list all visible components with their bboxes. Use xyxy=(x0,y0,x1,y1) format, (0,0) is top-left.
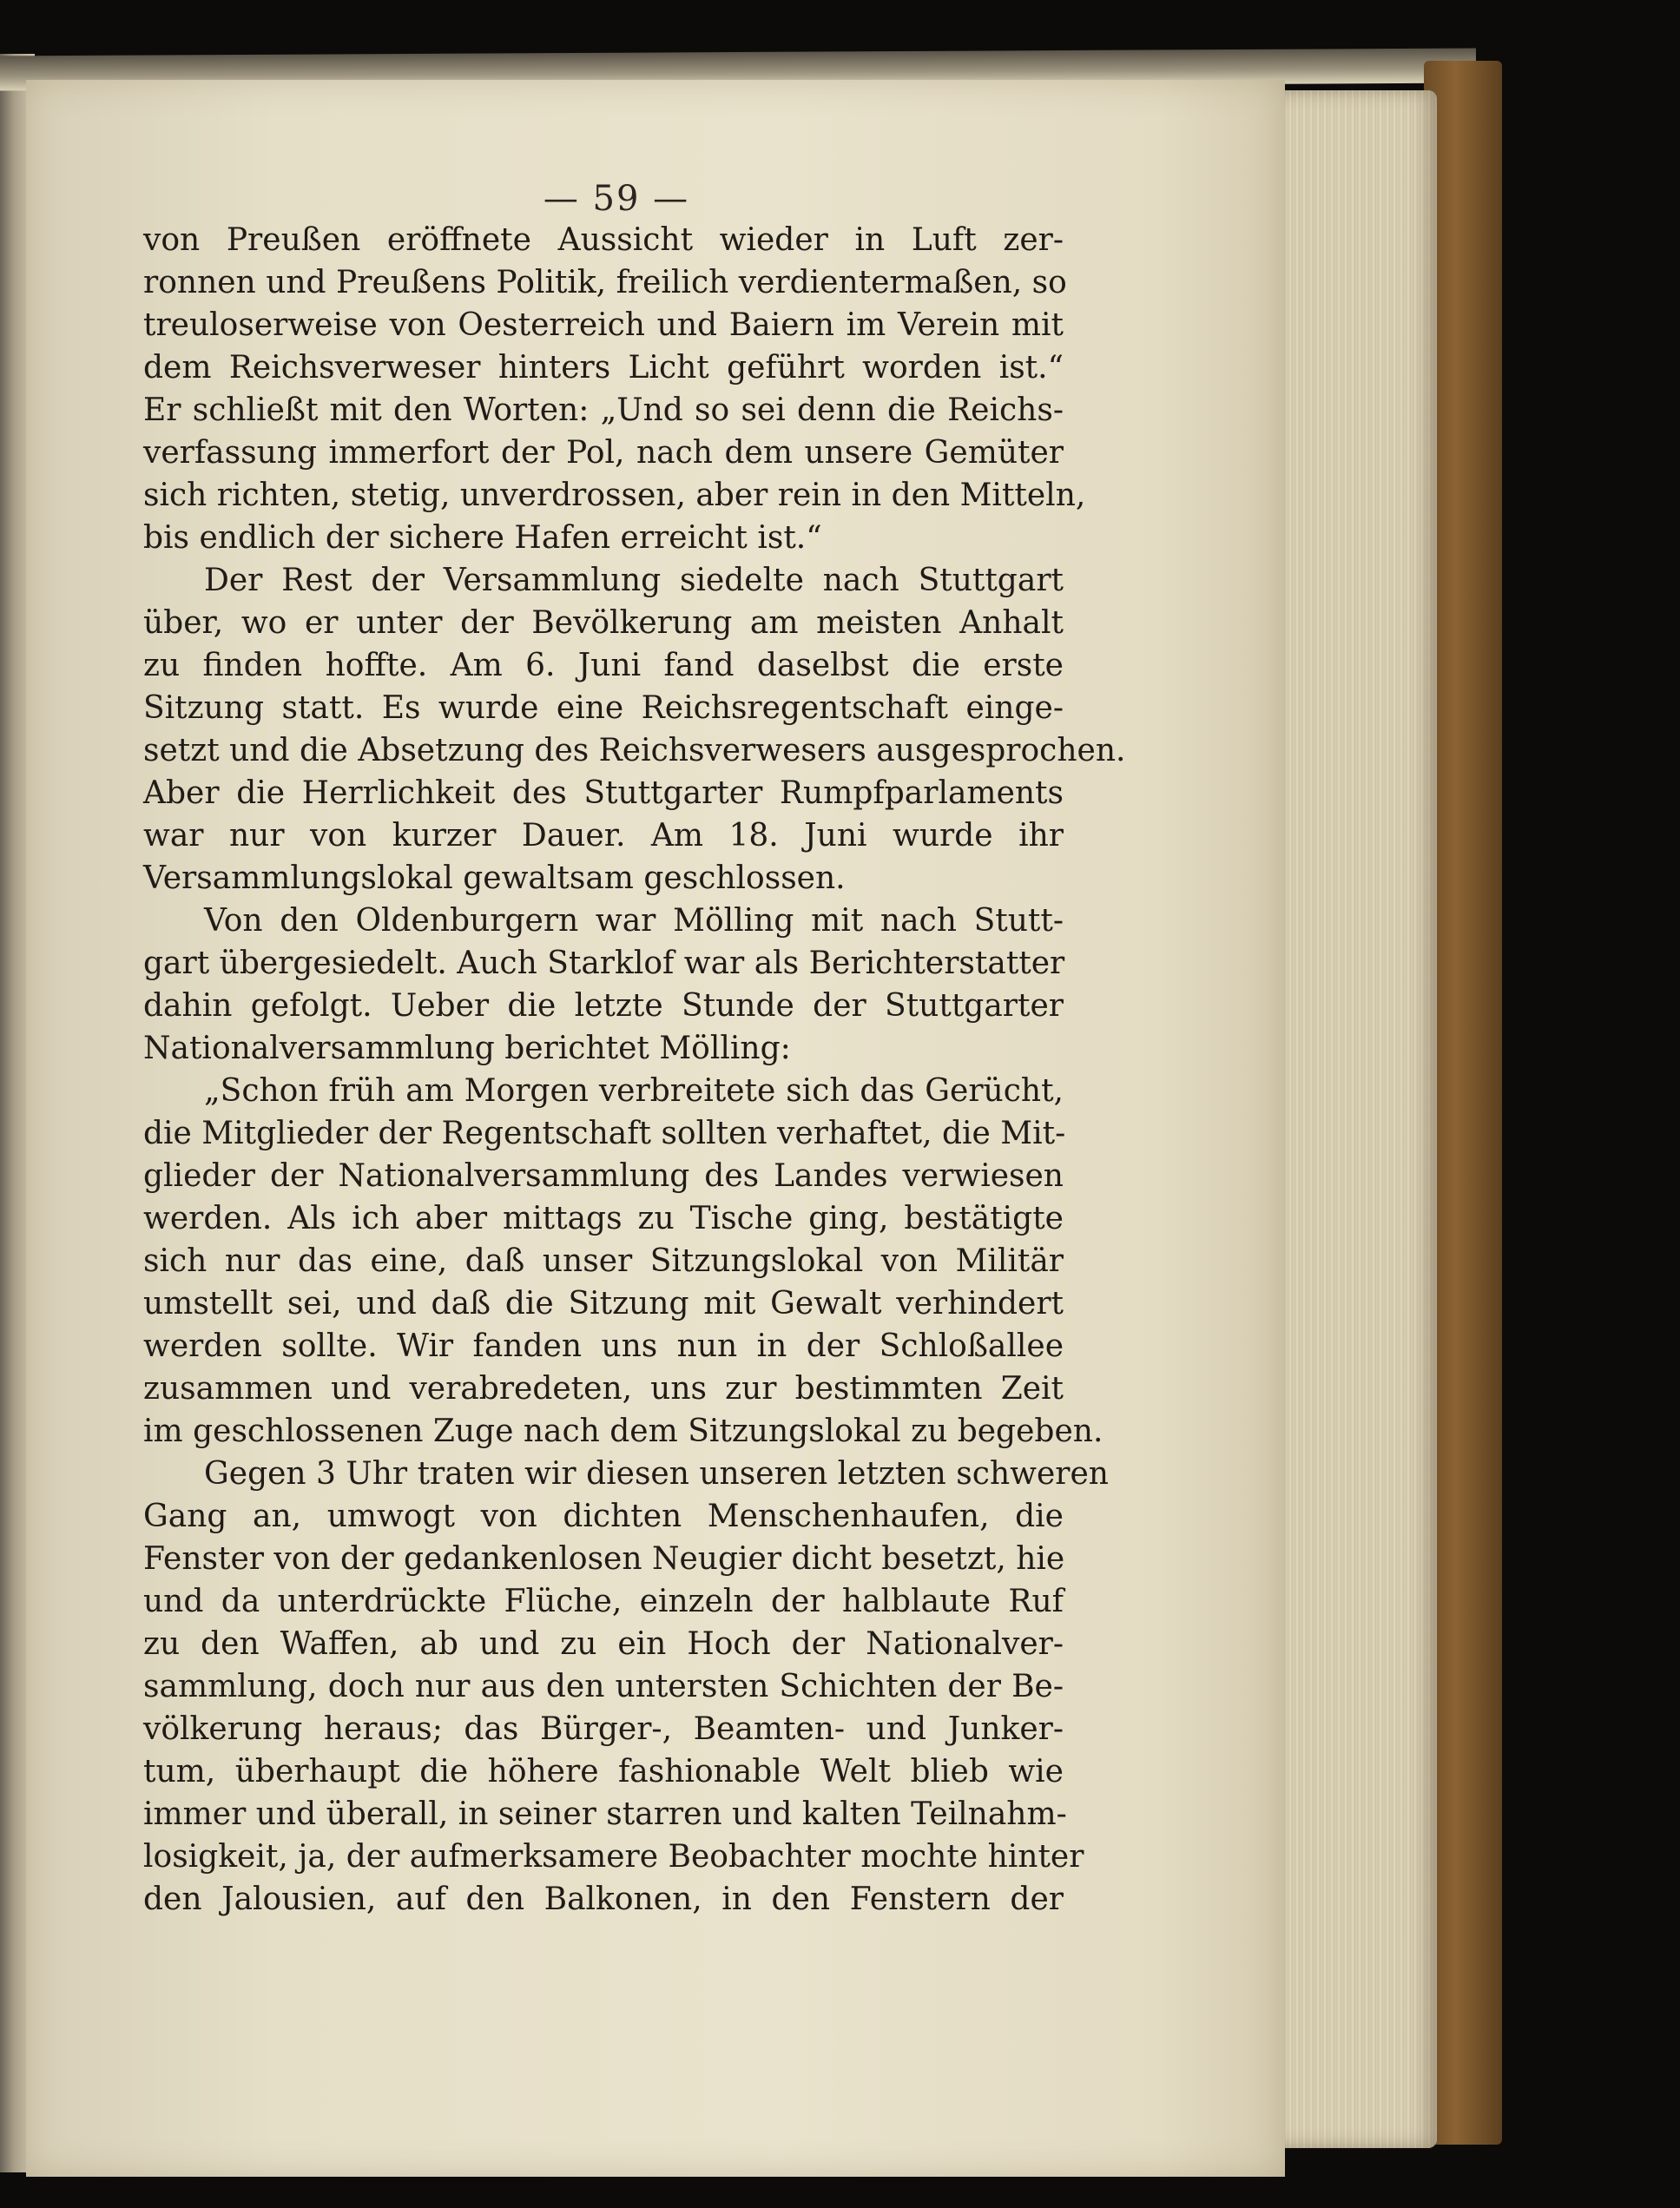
text-line: Nationalversammlung berichtet Mölling: xyxy=(143,1031,791,1066)
text-line: glieder der Nationalversammlung des Landes verwiesen xyxy=(143,1158,1064,1194)
text-line: sich richten, stetig, unverdrossen, aber rein in den Mitteln, xyxy=(143,478,1086,513)
text-line: von Preußen eröffnete Aussicht wieder in Luft zer- xyxy=(143,222,1064,258)
text-line: „Schon früh am Morgen verbreitete sich das Gerücht, xyxy=(204,1073,1064,1109)
text-line: zu den Waffen, ab und zu ein Hoch der Nationalver- xyxy=(143,1626,1064,1662)
text-line: zusammen und verabredeten, uns zur bestimmten Zeit xyxy=(143,1371,1064,1407)
text-line: Sitzung statt. Es wurde eine Reichsregentschaft einge- xyxy=(143,690,1064,726)
text-line: zu finden hoffte. Am 6. Juni fand daselbst die erste xyxy=(143,648,1064,683)
text-line: immer und überall, in seiner starren und kalten Teilnahm- xyxy=(143,1796,1067,1832)
text-line: sammlung, doch nur aus den untersten Schichten der Be- xyxy=(143,1669,1064,1704)
text-line: völkerung heraus; das Bürger-, Beamten- und Junker- xyxy=(143,1711,1064,1747)
text-line: und da unterdrückte Flüche, einzeln der halblaute Ruf xyxy=(143,1584,1064,1619)
text-line: Von den Oldenburgern war Mölling mit nach Stutt- xyxy=(204,903,1064,939)
text-line: über, wo er unter der Bevölkerung am meisten Anhalt xyxy=(143,605,1064,641)
text-line: ronnen und Preußens Politik, freilich verdientermaßen, so xyxy=(143,265,1067,300)
text-line: treuloserweise von Oesterreich und Baiern im Verein mit xyxy=(143,307,1064,343)
text-line: losigkeit, ja, der aufmerksamere Beobachter mochte hinter xyxy=(143,1839,1084,1875)
text-line: sich nur das eine, daß unser Sitzungslokal von Militär xyxy=(143,1243,1064,1279)
text-line: Er schließt mit den Worten: „Und so sei denn die Reichs- xyxy=(143,392,1064,428)
page-number: — 59 — xyxy=(543,179,690,219)
text-line: die Mitglieder der Regentschaft sollten verhaftet, die Mit- xyxy=(143,1116,1066,1151)
text-line: Der Rest der Versammlung siedelte nach Stuttgart xyxy=(204,563,1064,598)
text-line: setzt und die Absetzung des Reichsverwesers ausgesprochen. xyxy=(143,733,1126,768)
body-text xyxy=(143,219,1126,1921)
text-line: Aber die Herrlichkeit des Stuttgarter Rumpfparlaments xyxy=(143,775,1064,811)
text-line: dem Reichsverweser hinters Licht geführt worden ist.“ xyxy=(143,350,1064,386)
text-line: verfassung immerfort der Pol, nach dem unsere Gemüter xyxy=(143,435,1064,471)
text-line: Gegen 3 Uhr traten wir diesen unseren letzten schweren xyxy=(204,1456,1109,1492)
text-line: dahin gefolgt. Ueber die letzte Stunde der Stuttgarter xyxy=(143,988,1064,1024)
text-line: umstellt sei, und daß die Sitzung mit Gewalt verhindert xyxy=(143,1286,1064,1322)
text-line: im geschlossenen Zuge nach dem Sitzungslokal zu begeben. xyxy=(143,1414,1104,1449)
text-line: Fenster von der gedankenlosen Neugier dicht besetzt, hie xyxy=(143,1541,1065,1577)
text-line: werden sollte. Wir fanden uns nun in der Schloßallee xyxy=(143,1328,1064,1364)
text-line: tum, überhaupt die höhere fashionable Welt blieb wie xyxy=(143,1754,1064,1789)
text-line: Gang an, umwogt von dichten Menschenhaufen, die xyxy=(143,1499,1064,1534)
text-line: den Jalousien, auf den Balkonen, in den Fenstern der xyxy=(143,1882,1064,1917)
text-line: war nur von kurzer Dauer. Am 18. Juni wurde ihr xyxy=(143,818,1064,854)
text-line: gart übergesiedelt. Auch Starklof war als Berichterstatter xyxy=(143,946,1065,981)
text-line: werden. Als ich aber mittags zu Tische ging, bestätigte xyxy=(143,1201,1064,1236)
text-line: Versammlungslokal gewaltsam geschlossen. xyxy=(143,860,846,896)
text-line: bis endlich der sichere Hafen erreicht ist.“ xyxy=(143,520,822,556)
page-block-edge xyxy=(1272,90,1437,2148)
